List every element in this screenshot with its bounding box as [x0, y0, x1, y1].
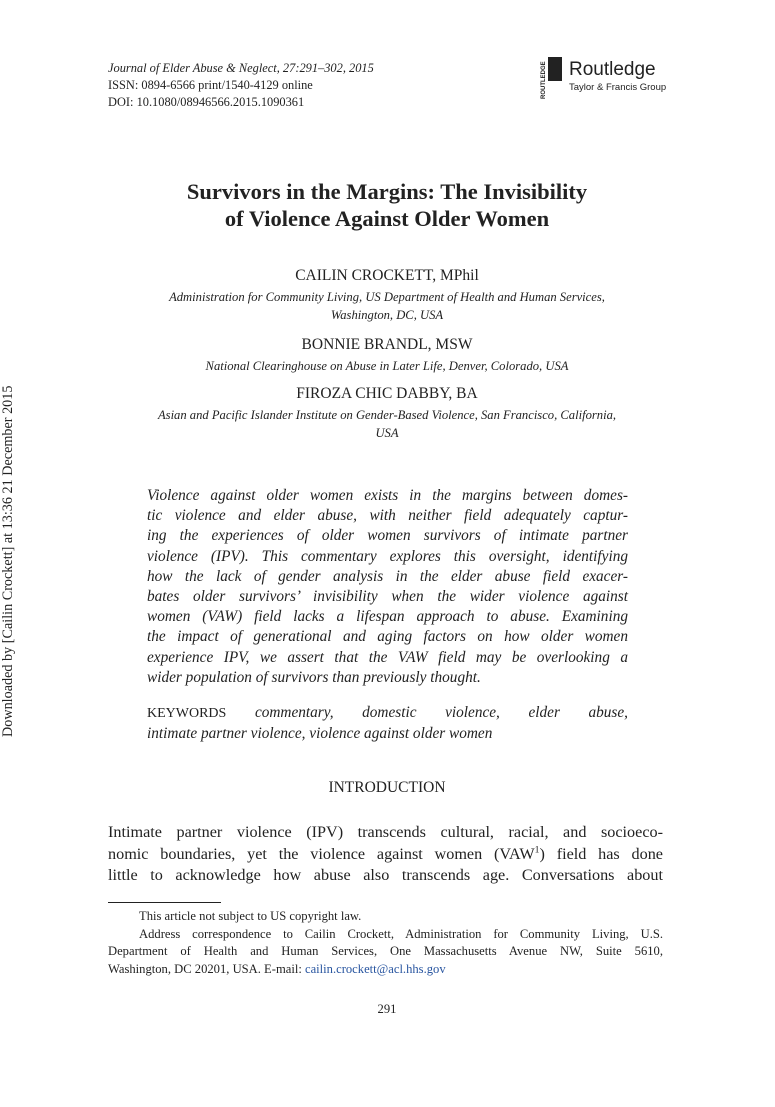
abstract-line: tic violence and elder abuse, with neither field adequately captur- — [147, 507, 628, 525]
routledge-logo — [537, 56, 672, 102]
abstract — [147, 486, 628, 688]
author-3-affiliation: Asian and Pacific Islander Institute on Gender-Based Violence, San Francisco, California, USA — [157, 408, 617, 440]
footnote-ref[interactable]: 1 — [534, 844, 540, 856]
abstract-line: Violence against older women exists in the margins between domes- — [147, 487, 628, 504]
author-3-name: FIROZA CHIC DABBY, BA — [296, 385, 478, 402]
keywords — [147, 703, 628, 744]
routledge-mark-text: ROUTLEDGE — [541, 61, 547, 99]
section-heading: INTRODUCTION — [328, 779, 446, 796]
author-2-affiliation: National Clearinghouse on Abuse in Later Life, Denver, Colorado, USA — [205, 359, 569, 373]
address-line: Department of Health and Human Services, One Massachusetts Avenue NW, Suite 5610, — [108, 944, 663, 959]
page-number: 291 — [377, 1002, 397, 1016]
journal-doi: DOI: 10.1080/08946566.2015.1090361 — [108, 95, 305, 109]
body-line: nomic boundaries, yet the violence against women (VAW$^1$) field has done — [108, 844, 663, 863]
address-line: Washington, DC 20201, USA. E-mail: cailin.crockett@acl.hhs.gov — [108, 961, 446, 976]
address-line: Address correspondence to Cailin Crockett, Administration for Community Living, U.S. — [139, 926, 663, 941]
author-1-name: CAILIN CROCKETT, MPhil — [295, 267, 479, 284]
abstract-line: ing the experiences of older women survivors of intimate partner — [147, 527, 628, 545]
journal-info — [108, 60, 374, 111]
keywords-label: KEYWORDS — [147, 706, 227, 721]
abstract-line: wider population of survivors than previously thought. — [147, 668, 481, 686]
email-link[interactable]: cailin.crockett@acl.hhs.gov — [304, 961, 446, 976]
author-2-name: BONNIE BRANDL, MSW — [301, 336, 473, 353]
abstract-line: experience IPV, we assert that the VAW field may be overlooking a — [147, 648, 628, 666]
abstract-line: women (VAW) field lacks a lifespan approach to abuse. Examining — [147, 608, 628, 626]
body-line: little to acknowledge how abuse also transcends age. Conversations about — [108, 866, 663, 884]
title-line-1: Survivors in the Margins: The Invisibility — [186, 179, 588, 204]
abstract-line: how the lack of gender analysis in the elder abuse field exacer- — [147, 567, 628, 585]
publisher-name: Routledge — [569, 59, 656, 80]
keywords-line-2: intimate partner violence, violence against older women — [147, 725, 493, 743]
body-line: Intimate partner violence (IPV) transcends cultural, racial, and socioeco- — [108, 823, 663, 841]
publisher-group: Taylor & Francis Group — [569, 82, 667, 93]
abstract-line: the impact of generational and aging factors on how older women — [147, 628, 628, 646]
keywords-line-1: commentary, domestic violence, elder abuse, — [254, 704, 628, 721]
download-watermark: Downloaded by [Cailin Crockett] at 13:36 21 December 2015 — [0, 385, 16, 737]
journal-issn: ISSN: 0894-6566 print/1540-4129 online — [108, 78, 313, 92]
abstract-line: violence (IPV). This commentary explores this oversight, identifying — [147, 547, 628, 565]
routledge-mark-icon — [537, 57, 563, 99]
copyright-note: This article not subject to US copyright law. — [139, 909, 362, 923]
author-1-affiliation: Administration for Community Living, US Department of Health and Human Services, Washington, DC, USA — [169, 290, 605, 322]
article-title — [108, 178, 666, 232]
abstract-line: bates older survivors’ invisibility when the wider violence against — [147, 588, 628, 606]
journal-citation: Journal of Elder Abuse & Neglect, 27:291–302, 2015 — [108, 61, 374, 75]
footnotes — [108, 908, 663, 978]
title-line-2: of Violence Against Older Women — [224, 206, 550, 231]
footnote-divider — [108, 902, 221, 903]
body-text — [108, 822, 663, 887]
